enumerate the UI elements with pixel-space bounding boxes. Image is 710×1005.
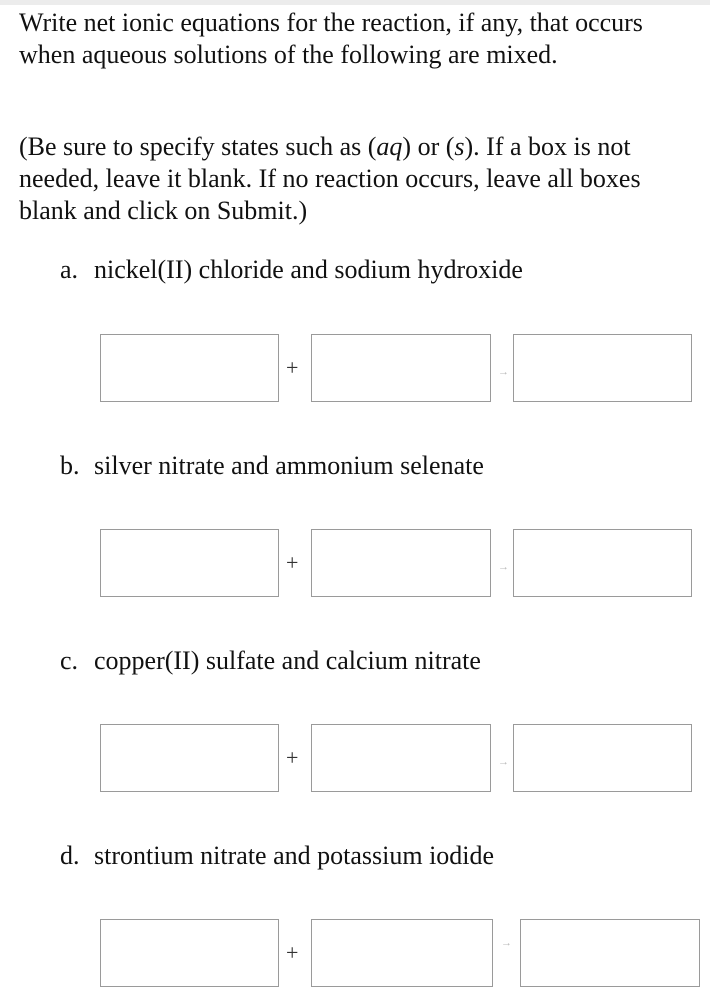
part-d-label (60, 840, 494, 872)
part-c-reactant-1-box[interactable] (100, 724, 279, 792)
part-d-plus: + (286, 940, 299, 965)
part-d-arrow-icon: → (501, 937, 512, 949)
part-d-reactants: strontium nitrate and potassium iodide (94, 841, 495, 870)
part-b-label (60, 450, 484, 482)
part-a-reactant-2-box[interactable] (311, 334, 491, 402)
part-a-label (60, 254, 523, 286)
part-c-label (60, 645, 481, 677)
top-strip (0, 0, 710, 5)
instructions-suffix: ). If a box is not needed, leave it blank. If no reaction occurs, leave all boxes blank and click on Submit.) (19, 132, 641, 225)
part-c-reactants: copper(II) sulfate and calcium nitrate (94, 646, 481, 675)
part-a-letter: a. (60, 255, 79, 284)
instructions-aq: aq (376, 132, 403, 161)
instructions-middle: ) or ( (402, 132, 455, 161)
part-d-reactant-1-box[interactable] (100, 919, 279, 987)
part-c-letter: c. (60, 646, 79, 675)
part-b-reactants: silver nitrate and ammonium selenate (94, 451, 484, 480)
part-a-plus: + (286, 355, 299, 380)
part-c-product-box[interactable] (513, 724, 692, 792)
part-b-arrow-icon: → (498, 561, 509, 573)
part-a-arrow-icon: → (498, 366, 509, 378)
instructions-s: s (454, 132, 465, 161)
part-b-reactant-1-box[interactable] (100, 529, 279, 597)
part-a-product-box[interactable] (513, 334, 692, 402)
part-b-reactant-2-box[interactable] (311, 529, 491, 597)
part-a-reactants: nickel(II) chloride and sodium hydroxide (94, 255, 523, 284)
part-c-arrow-icon: → (498, 756, 509, 768)
question-intro: Write net ionic equations for the reaction, if any, that occurs when aqueous solutions of the following are mixed. (19, 8, 643, 69)
part-b-product-box[interactable] (513, 529, 692, 597)
question-instructions (19, 131, 699, 227)
part-b-letter: b. (60, 451, 80, 480)
part-c-reactant-2-box[interactable] (311, 724, 491, 792)
part-d-letter: d. (60, 841, 80, 870)
part-a-reactant-1-box[interactable] (100, 334, 279, 402)
part-d-reactant-2-box[interactable] (311, 919, 493, 987)
part-d-product-box[interactable] (520, 919, 700, 987)
part-b-plus: + (286, 550, 299, 575)
part-c-plus: + (286, 745, 299, 770)
instructions-prefix: (Be sure to specify states such as ( (19, 132, 377, 161)
